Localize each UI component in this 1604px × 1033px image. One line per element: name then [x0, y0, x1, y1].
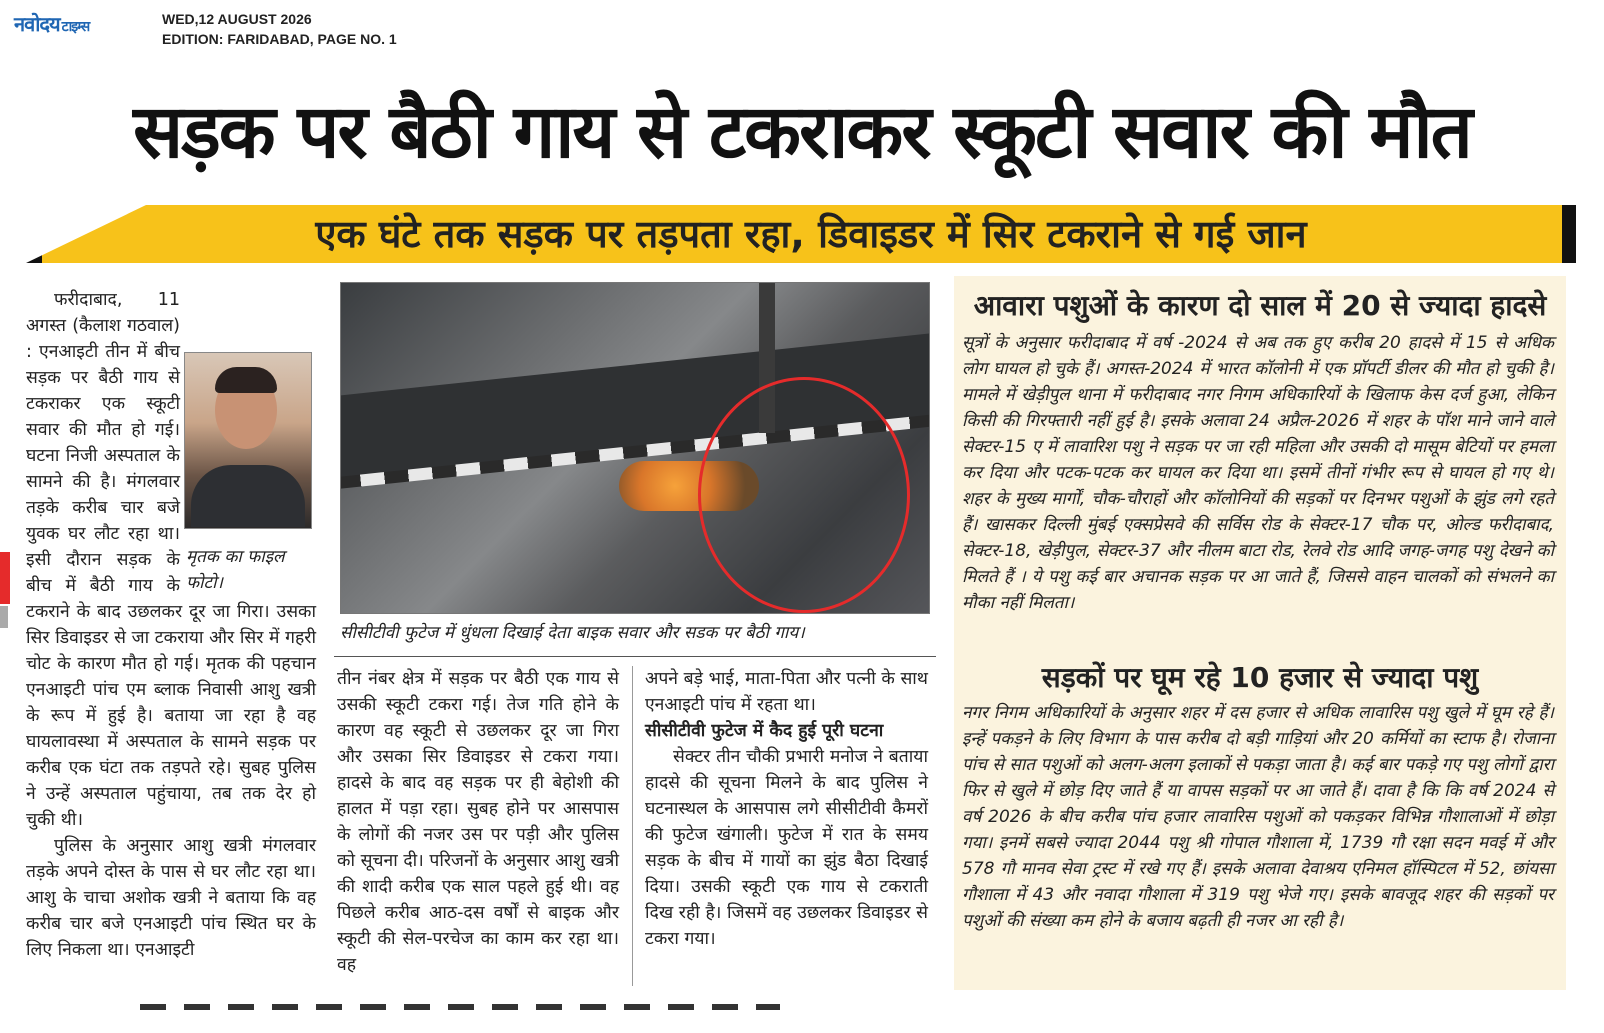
sidebar-paragraph: नगर निगम अधिकारियों के अनुसार शहर में दस हजार से अधिक लावारिस पशु खुले में घूम रहे हैं। इन्हें पकड़ने के लिए विभाग के पास करीब दो बड़ी गाड़ियां और 20 कर्मियों का स्टाफ है। रोजाना पांच से सात पशुओं को अलग-अलग इलाकों से पकड़ा जाता है। कई बार पकड़े गए पशु लोगों द्वारा फिर से खुले में छोड़ दिए जाते हैं या वापस सड़कों पर आ जाते हैं। दावा है कि कि वर्ष 2024 से वर्ष 2026 के बीच करीब पांच हजार लावारिस पशुओं को पकड़कर विभिन्न गौशालाओं में छोड़ा गया। इनमें सबसे ज्यादा 2044 पशु श्री गोपाल गौशाला में, 1739 गौ रक्षा सदन मवई में और 578 गौ मानव सेवा ट्रस्ट में रखे गए हैं। इसके अलावा देवाश्रय एनिमल हॉस्पिटल में 52, छांयसा गौशाला में 43 और नवादा गौशाला में 319 पशु भेजे गए। इसके बावजूद शहर की सड़कों पर पशुओं की संख्या कम होने के बजाय बढ़ती ही नजर आ रही है। [962, 703, 1554, 931]
page-edge-marker-grey [0, 606, 8, 628]
article-paragraph: तीन नंबर क्षेत्र में सड़क पर बैठी एक गाय से उसकी स्कूटी टकरा गई। तेज गति होने के कारण वह स्कूटी से उछलकर दूर जा गिरा और उसका सिर डिवाइडर से टकरा गया। हादसे के बाद वह सड़क पर ही बेहोशी की हालत में पड़ा रहा। सुबह होने पर आसपास के लोगों की नजर उस पर पड़ी और पुलिस को सूचना दी। परिजनों के अनुसार आशु खत्री की शादी करीब एक साल पहले हुई थी। वह पिछले करीब आठ-दस वर्षों से बाइक और स्कूटी की सेल-परचेज का काम कर रहा था। वह [337, 669, 619, 975]
article-column-2 [337, 666, 619, 978]
sidebar-title-1: आवारा पशुओं के कारण दो साल में 20 से ज्यादा हादसे [973, 289, 1547, 322]
portrait-caption: मृतक का फाइल फोटो। [186, 547, 285, 593]
masthead-bar [0, 0, 1604, 59]
portrait-shirt [191, 465, 305, 527]
logo-main: नवोदय [14, 12, 60, 36]
newspaper-logo[interactable] [14, 10, 89, 37]
edition-page: EDITION: FARIDABAD, PAGE NO. 1 [162, 31, 397, 47]
sidebar-paragraph: सूत्रों के अनुसार फरीदाबाद में वर्ष -2024 से अब तक हुए करीब 20 हादसे में 15 से अधिक लोग घायल हो चुके हैं। अगस्त-2024 में भारत कॉलोनी में एक प्रॉपर्टी डीलर की मौत हो चुकी है। मामले में खेड़ीपुल थाना में फरीदाबाद नगर निगम अधिकारियों के खिलाफ केस दर्ज हुआ, लेकिन किसी की गिरफ्तारी नहीं हुई है। इसके अलावा 24 अप्रैल-2026 में शहर के पॉश माने जाने वाले सेक्टर-15 ए में लावारिश पशु ने सड़क पर जा रही महिला और उसकी दो मासूम बेटियों पर हमला कर दिया और पटक-पटक कर घायल कर दिया था। इसमें तीनों गंभीर रूप से घायल हो गए थे। शहर के मुख्य मार्गों, चौक-चौराहों और कॉलोनियों की सड़कों पर दिनभर पशुओं के झुंड लगे रहते हैं। खासकर दिल्ली मुंबई एक्सप्रेसवे की सर्विस रोड के सेक्टर-17 चौक पर, ओल्ड फरीदाबाद, सेक्टर-18, खेड़ीपुल, सेक्टर-37 और नीलम बाटा रोड, रेलवे रोड आदि जगह-जगह पशु देखने को मिलते हैं । ये पशु कई बार अचानक सड़क पर आ जाते हैं, जिससे वाहन चालकों को संभलने का मौका नहीं मिलता। [962, 333, 1555, 613]
photo-caption: सीसीटीवी फुटेज में धुंधला दिखाई देता बाइक सवार और सडक पर बैठी गाय। [340, 623, 805, 643]
article-paragraph: पुलिस के अनुसार आशु खत्री मंगलवार तड़के अपने दोस्त के पास से घर लौट रहा था। आशु के चाचा अशोक खत्री ने बताया कि वह करीब चार बजे एनआइटी पांच स्थित घर के लिए निकला था। एनआइटी [26, 836, 316, 960]
subheadline-band [26, 205, 1576, 263]
band-right-accent [1562, 205, 1576, 263]
sidebar-text-2 [962, 700, 1554, 934]
band-slant [26, 205, 146, 263]
article-subheading: सीसीटीवी फुटेज में कैद हुई पूरी घटना [645, 721, 884, 741]
edition-date: WED,12 AUGUST 2026 [162, 11, 312, 27]
article-subheadline: एक घंटे तक सड़क पर तड़पता रहा, डिवाइडर में सिर टकराने से गई जान [315, 212, 1307, 256]
article-paragraph: अपने बड़े भाई, माता-पिता और पत्नी के साथ एनआइटी पांच में रहता था। [645, 669, 928, 715]
next-article-cutoff [140, 1004, 780, 1010]
column-divider [632, 666, 633, 986]
sidebar-title-2: सड़कों पर घूम रहे 10 हजार से ज्यादा पशु [1041, 661, 1479, 694]
victim-portrait-photo [184, 352, 312, 529]
article-paragraph: सेक्टर तीन चौकी प्रभारी मनोज ने बताया हादसे की सूचना मिलने के बाद पुलिस ने घटनास्थल के आसपास लगे सीसीटीवी कैमरों की फुटेज खंगाली। फुटेज में रात के समय सड़क के बीच में गायों का झुंड बैठा दिखाई दिया। उसकी स्कूटी एक गाय से टकराती दिख रही है। जिसमें वह उछलकर डिवाइडर से टकरा गया। [645, 747, 928, 949]
article-headline: सड़क पर बैठी गाय से टकराकर स्कूटी सवार की मौत [133, 89, 1471, 175]
portrait-hair [215, 367, 277, 393]
highlight-circle [698, 377, 910, 613]
article-paragraph: फरीदाबाद, 11 अगस्त (कैलाश गठवाल) : एनआइटी तीन में बीच सड़क पर बैठी गाय से टकराकर एक स्कूटी सवार की मौत हो गई। घटना निजी अस्पताल के सामने की है। मंगलवार तड़के करीब चार बजे युवक घर लौट रहा था। इसी दौरान सड़क के बीच में बैठी गाय के टकराने के बाद उछलकर दूर जा गिरा। उसका सिर डिवाइडर से जा टकराया और सिर में गहरी चोट के कारण मौत हो गई। मृतक की पहचान एनआइटी पांच एम ब्लाक निवासी आशु खत्री के रूप में हुई है। बताया जा रहा है वह घायलावस्था में अस्पताल के सामने सड़क पर करीब एक घंटा तक तड़पते रहे। सुबह पुलिस ने उन्हें अस्पताल पहुंचाया, तब तक देर हो चुकी थी। [26, 290, 316, 830]
edition-info [162, 9, 397, 49]
caption-rule [334, 656, 936, 657]
article-column-3 [645, 666, 928, 952]
sidebar-box [954, 276, 1566, 990]
logo-sub: टाइम्स [61, 19, 90, 35]
sidebar-text-1 [962, 330, 1554, 616]
page-edge-marker [0, 552, 10, 604]
